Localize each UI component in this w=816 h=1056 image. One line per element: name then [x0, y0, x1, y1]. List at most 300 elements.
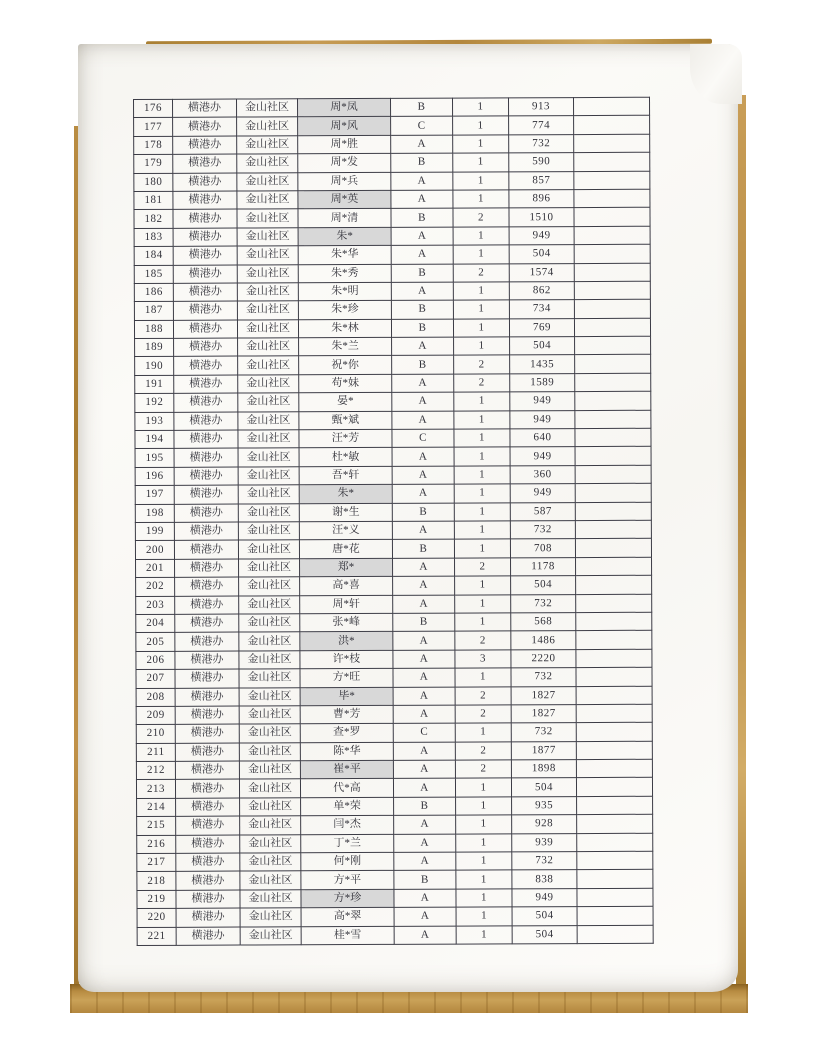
amount-cell: 504: [510, 337, 575, 356]
office-cell: 横港办: [173, 136, 237, 155]
row-number-cell: 204: [136, 614, 175, 633]
amount-cell: 734: [509, 300, 574, 319]
community-cell: 金山社区: [238, 411, 299, 430]
blank-cell: [576, 704, 652, 723]
table-body: [134, 97, 654, 945]
blank-cell: [577, 851, 653, 870]
category-cell: C: [392, 429, 454, 448]
blank-cell: [575, 465, 651, 484]
category-cell: A: [394, 907, 456, 926]
name-cell: 闫*杰: [301, 816, 394, 835]
count-cell: 2: [455, 631, 511, 650]
blank-cell: [575, 539, 651, 558]
name-cell: 桂*雪: [301, 926, 394, 945]
office-cell: 横港办: [176, 798, 240, 817]
category-cell: A: [392, 521, 454, 540]
office-cell: 横港办: [173, 209, 237, 228]
name-cell: 周*发: [298, 154, 391, 173]
amount-cell: 732: [512, 852, 577, 871]
blank-cell: [575, 502, 651, 521]
name-cell: 朱*: [298, 227, 391, 246]
community-cell: 金山社区: [240, 798, 301, 817]
table-row: [135, 539, 651, 560]
name-cell: 汪*义: [299, 521, 392, 540]
name-cell: 周*胜: [298, 135, 391, 154]
community-cell: 金山社区: [238, 338, 299, 357]
blank-cell: [574, 300, 650, 319]
count-cell: 2: [455, 705, 511, 724]
blank-cell: [574, 208, 650, 227]
blank-cell: [574, 189, 650, 208]
count-cell: 2: [453, 263, 509, 282]
count-cell: 1: [456, 815, 512, 834]
amount-cell: 862: [509, 281, 574, 300]
count-cell: 1: [456, 870, 512, 889]
table-row: [135, 502, 651, 523]
name-cell: 汪*芳: [299, 429, 392, 448]
community-cell: 金山社区: [238, 540, 299, 559]
blank-cell: [576, 557, 652, 576]
amount-cell: 732: [511, 668, 576, 687]
name-cell: 周*清: [298, 209, 391, 228]
row-number-cell: 214: [137, 798, 176, 817]
amount-cell: 949: [510, 410, 575, 429]
count-cell: 1: [453, 171, 509, 190]
office-cell: 横港办: [173, 191, 237, 210]
count-cell: 1: [454, 502, 510, 521]
office-cell: 横港办: [174, 504, 238, 523]
count-cell: 1: [455, 668, 511, 687]
category-cell: B: [393, 613, 455, 632]
table-row: [134, 171, 650, 192]
table-row: [134, 208, 650, 229]
row-number-cell: 188: [134, 320, 173, 339]
office-cell: 横港办: [174, 338, 238, 357]
community-cell: 金山社区: [237, 283, 298, 302]
table-row: [134, 152, 650, 173]
table-row: [134, 226, 650, 247]
table-row: [135, 391, 651, 412]
amount-cell: 2220: [511, 649, 576, 668]
amount-cell: 1827: [511, 686, 576, 705]
table-row: [136, 575, 652, 596]
name-cell: 崔*平: [300, 760, 393, 779]
count-cell: 3: [455, 650, 511, 669]
blank-cell: [577, 906, 653, 925]
category-cell: A: [393, 558, 455, 577]
amount-cell: 504: [512, 907, 577, 926]
blank-cell: [576, 723, 652, 742]
count-cell: 1: [456, 889, 512, 908]
row-number-cell: 189: [135, 338, 174, 357]
row-number-cell: 178: [134, 136, 173, 155]
table-row: [134, 189, 650, 210]
name-cell: 朱*秀: [298, 264, 391, 283]
table-row: [134, 97, 650, 118]
name-cell: 朱*: [299, 485, 392, 504]
community-cell: 金山社区: [237, 136, 298, 155]
community-cell: 金山社区: [238, 375, 299, 394]
office-cell: 横港办: [173, 228, 237, 247]
office-cell: 横港办: [175, 779, 239, 798]
category-cell: A: [394, 852, 456, 871]
row-number-cell: 221: [137, 927, 176, 946]
amount-cell: 857: [509, 171, 574, 190]
office-cell: 横港办: [175, 706, 239, 725]
table-row: [137, 796, 653, 817]
blank-cell: [574, 116, 650, 135]
row-number-cell: 215: [137, 817, 176, 836]
community-cell: 金山社区: [237, 117, 298, 136]
office-cell: 横港办: [175, 669, 239, 688]
count-cell: 1: [453, 319, 509, 338]
count-cell: 1: [456, 833, 512, 852]
office-cell: 横港办: [175, 743, 239, 762]
office-cell: 横港办: [174, 448, 238, 467]
amount-cell: 504: [511, 778, 576, 797]
count-cell: 2: [455, 558, 511, 577]
table-row: [136, 557, 652, 578]
amount-cell: 1898: [511, 760, 576, 779]
office-cell: 横港办: [175, 724, 239, 743]
amount-cell: 1827: [511, 704, 576, 723]
blank-cell: [576, 631, 652, 650]
office-cell: 横港办: [174, 393, 238, 412]
blank-cell: [574, 134, 650, 153]
community-cell: 金山社区: [239, 559, 300, 578]
office-cell: 横港办: [173, 246, 237, 265]
category-cell: A: [392, 374, 454, 393]
count-cell: 1: [454, 429, 510, 448]
row-number-cell: 200: [135, 541, 174, 560]
row-number-cell: 203: [136, 596, 175, 615]
name-cell: 查*罗: [300, 724, 393, 743]
category-cell: A: [393, 668, 455, 687]
table-row: [134, 244, 650, 265]
count-cell: 2: [455, 760, 511, 779]
name-cell: 方*旺: [300, 668, 393, 687]
category-cell: A: [391, 245, 453, 264]
blank-cell: [574, 152, 650, 171]
office-cell: 横港办: [173, 154, 237, 173]
amount-cell: 640: [510, 429, 575, 448]
office-cell: 横港办: [174, 485, 238, 504]
name-cell: 甄*斌: [299, 411, 392, 430]
table-row: [135, 336, 651, 357]
office-cell: 横港办: [175, 651, 239, 670]
table-row: [134, 281, 650, 302]
amount-cell: 732: [510, 521, 575, 540]
name-cell: 方*平: [301, 871, 394, 890]
office-cell: 横港办: [174, 357, 238, 376]
count-cell: 1: [453, 153, 509, 172]
category-cell: B: [394, 797, 456, 816]
office-cell: 横港办: [175, 596, 239, 615]
count-cell: 1: [456, 907, 512, 926]
community-cell: 金山社区: [240, 890, 301, 909]
blank-cell: [574, 263, 650, 282]
count-cell: 1: [453, 135, 509, 154]
row-number-cell: 180: [134, 173, 173, 192]
row-number-cell: 205: [136, 633, 175, 652]
count-cell: 1: [454, 337, 510, 356]
category-cell: A: [392, 337, 454, 356]
count-cell: 1: [456, 925, 512, 944]
office-cell: 横港办: [173, 173, 237, 192]
category-cell: B: [391, 153, 453, 172]
community-cell: 金山社区: [238, 430, 299, 449]
community-cell: 金山社区: [240, 834, 301, 853]
amount-cell: 1589: [510, 373, 575, 392]
category-cell: A: [394, 834, 456, 853]
office-cell: 横港办: [176, 871, 240, 890]
count-cell: 1: [454, 392, 510, 411]
table-row: [137, 833, 653, 854]
blank-cell: [577, 796, 653, 815]
count-cell: 1: [453, 227, 509, 246]
row-number-cell: 184: [134, 246, 173, 265]
amount-cell: 587: [510, 502, 575, 521]
blank-cell: [575, 336, 651, 355]
row-number-cell: 185: [134, 265, 173, 284]
count-cell: 2: [455, 686, 511, 705]
amount-cell: 939: [512, 833, 577, 852]
community-cell: 金山社区: [239, 761, 300, 780]
office-cell: 横港办: [175, 688, 239, 707]
table-row: [135, 410, 651, 431]
name-cell: 高*翠: [301, 908, 394, 927]
community-cell: 金山社区: [237, 319, 298, 338]
count-cell: 1: [454, 484, 510, 503]
amount-cell: 504: [509, 245, 574, 264]
category-cell: A: [393, 779, 455, 798]
count-cell: 1: [456, 797, 512, 816]
category-cell: A: [391, 190, 453, 209]
name-cell: 陈*华: [300, 742, 393, 761]
amount-cell: 504: [512, 925, 577, 944]
office-cell: 横港办: [176, 853, 240, 872]
blank-cell: [576, 575, 652, 594]
name-cell: 张*峰: [300, 613, 393, 632]
community-cell: 金山社区: [237, 228, 298, 247]
table-row: [137, 888, 653, 909]
community-cell: 金山社区: [239, 687, 300, 706]
category-cell: A: [391, 172, 453, 191]
row-number-cell: 220: [137, 909, 176, 928]
count-cell: 1: [454, 410, 510, 429]
blank-cell: [575, 428, 651, 447]
name-cell: 何*刚: [301, 852, 394, 871]
count-cell: 1: [453, 116, 509, 135]
amount-cell: 1877: [511, 741, 576, 760]
category-cell: A: [392, 411, 454, 430]
community-cell: 金山社区: [240, 853, 301, 872]
category-cell: A: [393, 650, 455, 669]
name-cell: 杜*敏: [299, 448, 392, 467]
blank-cell: [574, 318, 650, 337]
blank-cell: [575, 373, 651, 392]
table-row: [136, 686, 652, 707]
table-row: [135, 428, 651, 449]
row-number-cell: 193: [135, 412, 174, 431]
name-cell: 方*珍: [301, 889, 394, 908]
community-cell: 金山社区: [239, 779, 300, 798]
row-number-cell: 187: [134, 302, 173, 321]
blank-cell: [573, 97, 649, 116]
count-cell: 2: [454, 374, 510, 393]
blank-cell: [575, 447, 651, 466]
blank-cell: [575, 520, 651, 539]
count-cell: 1: [453, 245, 509, 264]
amount-cell: 935: [512, 796, 577, 815]
name-cell: 朱*明: [298, 282, 391, 301]
community-cell: 金山社区: [240, 871, 301, 890]
count-cell: 1: [452, 98, 508, 117]
name-cell: 苟*妹: [299, 374, 392, 393]
count-cell: 1: [454, 466, 510, 485]
blank-cell: [575, 410, 651, 429]
amount-cell: 838: [512, 870, 577, 889]
category-cell: B: [391, 264, 453, 283]
category-cell: A: [393, 760, 455, 779]
category-cell: A: [392, 448, 454, 467]
community-cell: 金山社区: [238, 356, 299, 375]
row-number-cell: 202: [136, 577, 175, 596]
name-cell: 代*高: [300, 779, 393, 798]
community-cell: 金山社区: [239, 577, 300, 596]
community-cell: 金山社区: [240, 908, 301, 927]
count-cell: 2: [455, 742, 511, 761]
name-cell: 洪*: [300, 632, 393, 651]
office-cell: 横港办: [175, 577, 239, 596]
name-cell: 曹*芳: [300, 705, 393, 724]
category-cell: A: [392, 392, 454, 411]
community-cell: 金山社区: [237, 172, 298, 191]
count-cell: 1: [456, 852, 512, 871]
table-row: [134, 300, 650, 321]
community-cell: 金山社区: [239, 595, 300, 614]
row-number-cell: 191: [135, 375, 174, 394]
office-cell: 横港办: [174, 467, 238, 486]
amount-cell: 1510: [509, 208, 574, 227]
amount-cell: 774: [509, 116, 574, 135]
office-cell: 横港办: [175, 559, 239, 578]
amount-cell: 732: [509, 134, 574, 153]
community-cell: 金山社区: [237, 264, 298, 283]
amount-cell: 928: [512, 815, 577, 834]
community-cell: 金山社区: [239, 650, 300, 669]
table-row: [136, 741, 652, 762]
category-cell: A: [391, 135, 453, 154]
row-number-cell: 199: [135, 522, 174, 541]
blank-cell: [577, 888, 653, 907]
blank-cell: [576, 759, 652, 778]
blank-cell: [576, 778, 652, 797]
community-cell: 金山社区: [237, 209, 298, 228]
table-row: [136, 759, 652, 780]
count-cell: 2: [453, 208, 509, 227]
office-cell: 横港办: [176, 835, 240, 854]
amount-cell: 949: [510, 484, 575, 503]
row-number-cell: 201: [136, 559, 175, 578]
office-cell: 横港办: [173, 117, 237, 136]
amount-cell: 360: [510, 465, 575, 484]
office-cell: 横港办: [174, 412, 238, 431]
blank-cell: [575, 391, 651, 410]
amount-cell: 1574: [509, 263, 574, 282]
amount-cell: 949: [509, 226, 574, 245]
count-cell: 2: [454, 355, 510, 374]
blank-cell: [575, 355, 651, 374]
table-row: [137, 814, 653, 835]
count-cell: 1: [455, 594, 511, 613]
name-cell: 周*风: [298, 117, 391, 136]
amount-cell: 1178: [511, 557, 576, 576]
office-cell: 横港办: [176, 890, 240, 909]
amount-cell: 1486: [511, 631, 576, 650]
name-cell: 朱*华: [298, 246, 391, 265]
office-cell: 横港办: [176, 908, 240, 927]
table-row: [136, 594, 652, 615]
office-cell: 横港办: [176, 816, 240, 835]
amount-cell: 732: [511, 723, 576, 742]
category-cell: B: [392, 539, 454, 558]
community-cell: 金山社区: [238, 467, 299, 486]
blank-cell: [576, 667, 652, 686]
category-cell: A: [391, 227, 453, 246]
name-cell: 朱*林: [298, 319, 391, 338]
table-row: [134, 134, 650, 155]
name-cell: 郑*: [300, 558, 393, 577]
amount-cell: 708: [510, 539, 575, 558]
table-row: [137, 906, 653, 927]
blank-cell: [575, 483, 651, 502]
blank-cell: [576, 612, 652, 631]
community-cell: 金山社区: [237, 301, 298, 320]
count-cell: 1: [453, 300, 509, 319]
row-number-cell: 218: [137, 872, 176, 891]
category-cell: B: [394, 871, 456, 890]
name-cell: 高*喜: [300, 577, 393, 596]
name-cell: 谢*生: [299, 503, 392, 522]
category-cell: C: [391, 116, 453, 135]
category-cell: A: [392, 484, 454, 503]
category-cell: A: [393, 705, 455, 724]
row-number-cell: 210: [136, 725, 175, 744]
blank-cell: [574, 171, 650, 190]
blank-cell: [577, 833, 653, 852]
office-cell: 横港办: [173, 301, 237, 320]
row-number-cell: 208: [136, 688, 175, 707]
table-row: [135, 520, 651, 541]
office-cell: 横港办: [175, 632, 239, 651]
amount-cell: 949: [510, 392, 575, 411]
table-row: [135, 465, 651, 486]
blank-cell: [574, 244, 650, 263]
office-cell: 横港办: [173, 265, 237, 284]
category-cell: A: [391, 282, 453, 301]
office-cell: 横港办: [175, 614, 239, 633]
row-number-cell: 198: [135, 504, 174, 523]
row-number-cell: 196: [135, 467, 174, 486]
row-number-cell: 186: [134, 283, 173, 302]
office-cell: 横港办: [173, 320, 237, 339]
count-cell: 1: [455, 778, 511, 797]
community-cell: 金山社区: [238, 485, 299, 504]
community-cell: 金山社区: [240, 926, 301, 945]
category-cell: A: [394, 926, 456, 945]
count-cell: 1: [455, 613, 511, 632]
